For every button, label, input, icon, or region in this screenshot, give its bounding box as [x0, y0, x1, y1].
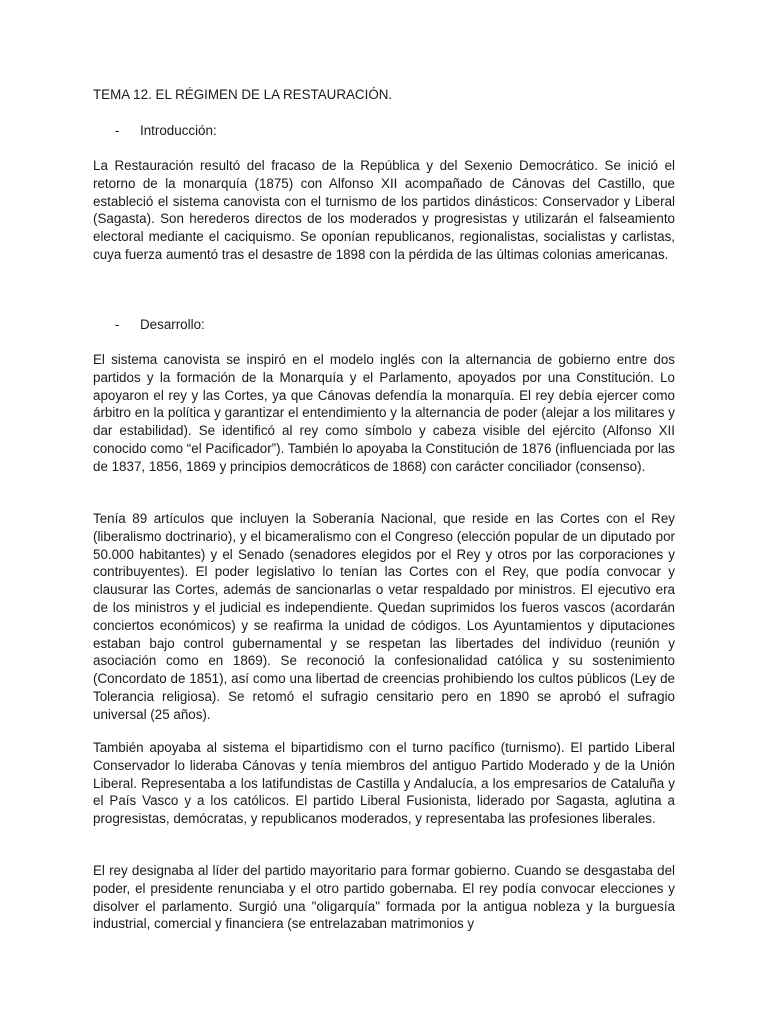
section-heading-label: Desarrollo:	[140, 317, 205, 332]
paragraph-bipartidismo: También apoyaba al sistema el bipartidismo con el turno pacífico (turnismo). El partido Liberal Conservador lo lideraba Cánovas y tenía miembros del antiguo Partido Moderado y de la Unión Liberal. Representaba a los latifundistas de Castilla y Andalucía, a los empresarios de Cataluña y el País Vasco y a los católicos. El partido Liberal Fusionista, liderado por Sagasta, aglutina a progresistas, demócratas, y republicanos moderados, y representaba las profesiones liberales.	[93, 740, 675, 827]
paragraph-sistema-canovista: El sistema canovista se inspiró en el modelo inglés con la alternancia de gobierno entre dos partidos y la formación de la Monarquía y el Parlamento, apoyados por una Constitución. Lo apoyaron el rey y las Cortes, ya que Cánovas defendía la monarquía. El rey debía ejercer como árbitro en la política y garantizar el entendimiento y la alternancia de poder (alejar a los militares y dar estabilidad). Se identificó al rey como símbolo y cabeza visible del ejército (Alfonso XII conocido como “el Pacificador”). También lo apoyaba la Constitución de 1876 (influenciada por las de 1837, 1856, 1869 y principios democráticos de 1868) con carácter conciliador (consenso).	[93, 352, 675, 474]
section-heading-label: Introducción:	[140, 123, 217, 138]
bullet-dash: -	[115, 317, 120, 332]
bullet-dash: -	[115, 123, 120, 138]
paragraph-constitucion: Tenía 89 artículos que incluyen la Soberanía Nacional, que reside en las Cortes con el Rey (liberalismo doctrinario), y el bicameralismo con el Congreso (elección popular de un diputado por 50.000 habitantes) y el Senado (senadores elegidos por el Rey y otros por las corporaciones y contribuyentes). El poder legislativo lo tenían las Cortes con el Rey, que podía convocar y clausurar las Cortes, además de sancionarlas o vetar respaldado por ministros. El ejecutivo era de los ministros y el judicial es independiente. Quedan suprimidos los fueros vascos (acordarán conciertos económicos) y se reafirma la unidad de códigos. Los Ayuntamientos y diputaciones estaban bajo control gubernamental y se respetan las libertades del individuo (reunión y asociación como en 1869). Se reconoció la confesionalidad católica y su sostenimiento (Concordato de 1851), así como una libertad de creencias prohibiendo los cultos públicos (Ley de Tolerancia religiosa). Se retomó el sufragio censitario pero en 1890 se aprobó el sufragio universal (25 años).	[93, 511, 675, 722]
document-title: TEMA 12. EL RÉGIMEN DE LA RESTAURACIÓN.	[93, 87, 393, 102]
paragraph-turnismo: El rey designaba al líder del partido mayoritario para formar gobierno. Cuando se desgastaba del poder, el presidente renunciaba y el otro partido gobernaba. El rey podía convocar elecciones y disolver el parlamento. Surgió una "oligarquía" formada por la antigua nobleza y la burguesía industrial, comercial y financiera (se entrelazaban matrimonios y	[93, 863, 675, 932]
paragraph-introduccion: La Restauración resultó del fracaso de la República y del Sexenio Democrático. Se inició el retorno de la monarquía (1875) con Alfonso XII acompañado de Cánovas del Castillo, que estableció el sistema canovista con el turnismo de los partidos dinásticos: Conservador y Liberal (Sagasta). Son herederos directos de los moderados y progresistas y utilizarán el falseamiento electoral mediante el caciquismo. Se oponían republicanos, regionalistas, socialistas y carlistas, cuya fuerza aumentó tras el desastre de 1898 con la pérdida de las últimas colonias americanas.	[93, 158, 675, 262]
